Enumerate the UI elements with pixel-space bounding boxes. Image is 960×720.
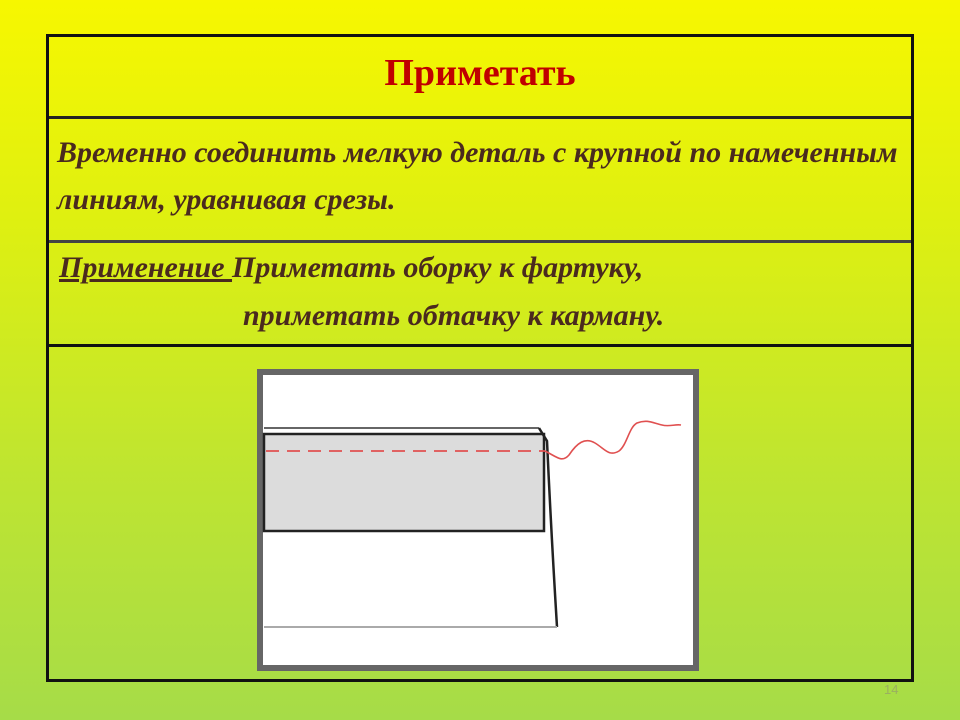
usage-row: [49, 243, 911, 347]
facing-piece: [264, 434, 544, 531]
basting-illustration: [257, 369, 699, 671]
usage-line-1: [59, 251, 643, 285]
content-table: [46, 34, 914, 682]
title-row: [49, 37, 911, 119]
page-number: 14: [884, 682, 899, 697]
slide-title: Приметать: [384, 52, 576, 94]
usage-label: Применение: [59, 251, 233, 284]
usage-text-2: приметать обтачку к карману.: [243, 299, 665, 332]
usage-text-1: Приметать оборку к фартуку,: [232, 251, 644, 284]
definition-row: [49, 119, 911, 243]
image-row: [49, 347, 911, 679]
definition-text: Временно соединить мелкую деталь с крупной по намеченным линиям, уравнивая срезы.: [57, 136, 898, 216]
